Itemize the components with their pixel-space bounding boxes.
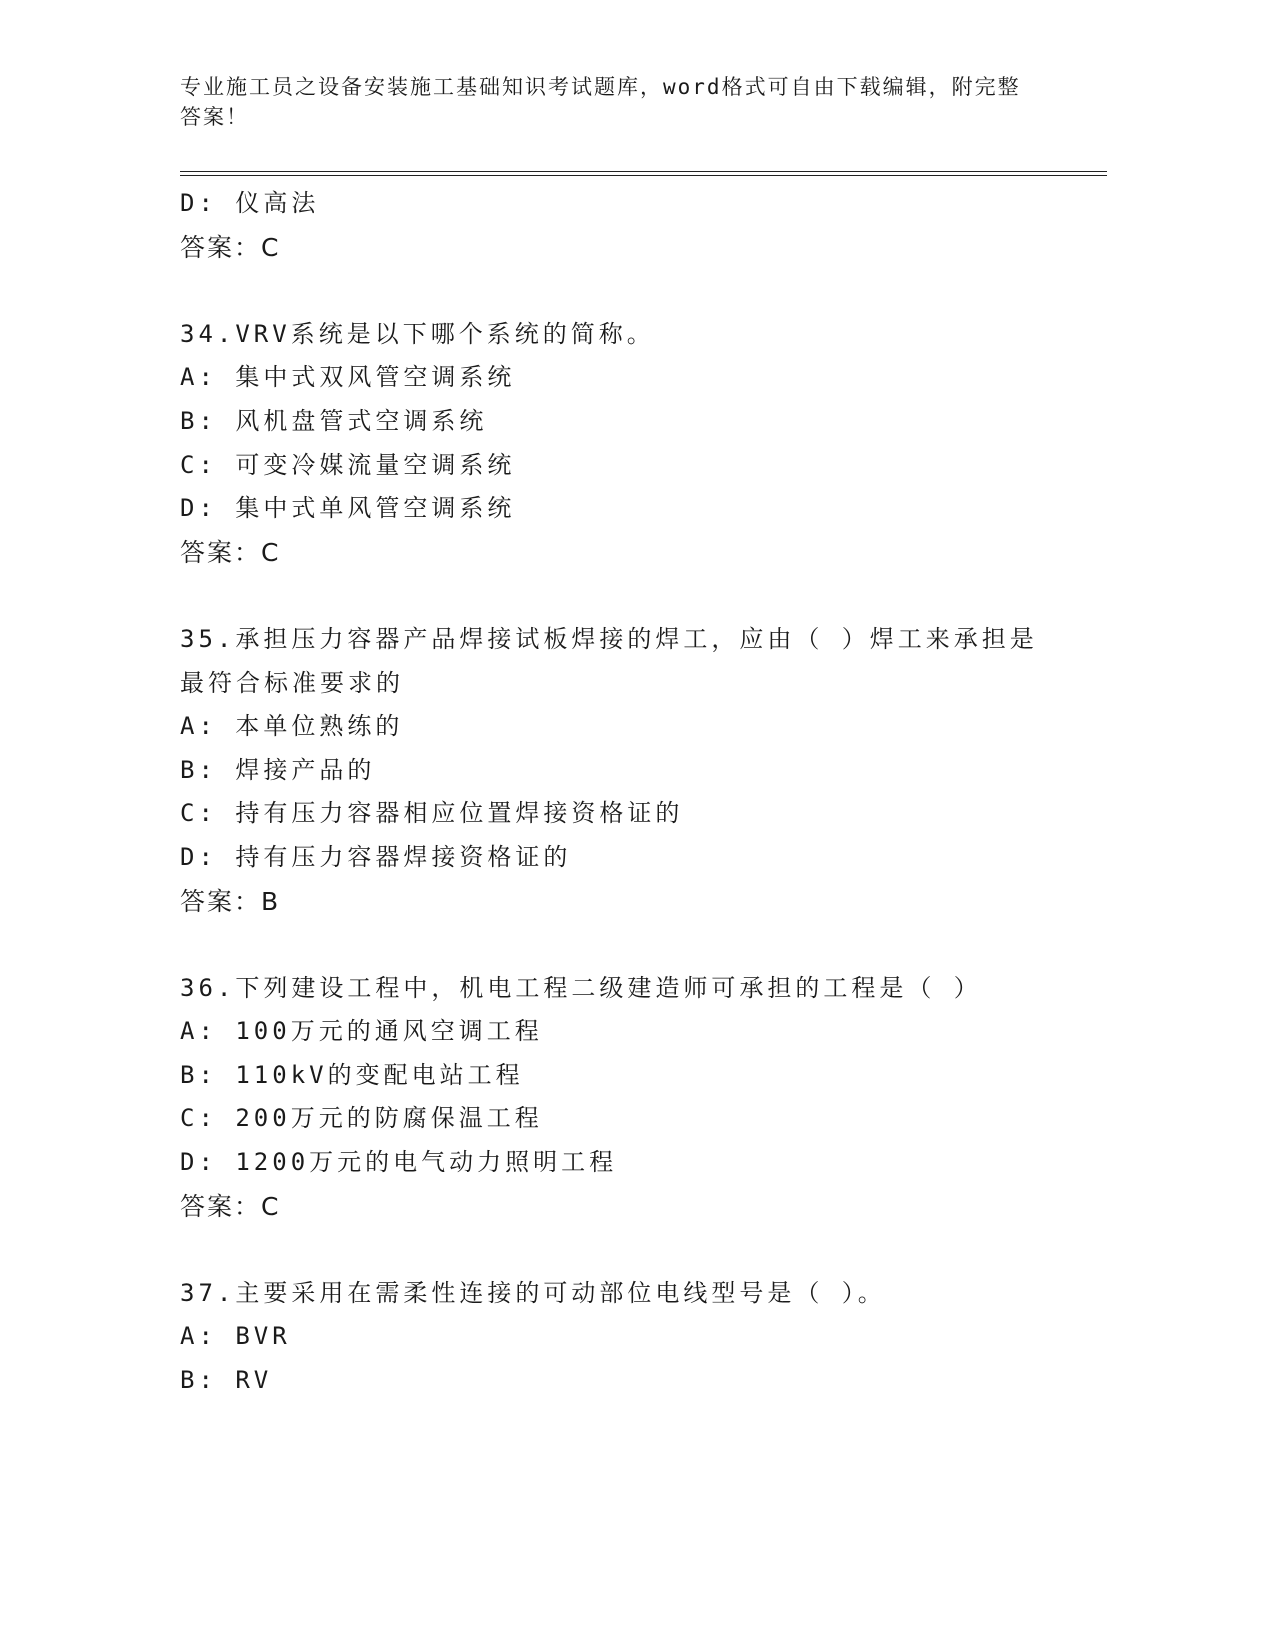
option-b: B: 110kV的变配电站工程 (180, 1060, 524, 1089)
option-d: D: 持有压力容器焊接资格证的 (180, 842, 572, 871)
spacer (180, 1228, 1080, 1272)
option-c: C: 持有压力容器相应位置焊接资格证的 (180, 799, 684, 828)
question-list (180, 182, 1080, 1403)
answer: 答案：B (180, 886, 281, 916)
question-stem: 37.主要采用在需柔性连接的可动部位电线型号是（ ）。 (180, 1278, 886, 1307)
option-d: D: 集中式单风管空调系统 (180, 494, 516, 523)
option-a: A: 100万元的通风空调工程 (180, 1017, 543, 1046)
option-a: A: 集中式双风管空调系统 (180, 363, 516, 392)
question-stem: 34.VRV系统是以下哪个系统的简称。 (180, 319, 655, 348)
option-a: A: 本单位熟练的 (180, 712, 404, 741)
option-b: B: 风机盘管式空调系统 (180, 406, 488, 435)
option-c: C: 可变冷媒流量空调系统 (180, 450, 516, 479)
answer: 答案：C (180, 232, 281, 262)
spacer (180, 269, 1080, 313)
document-header: 专业施工员之设备安装施工基础知识考试题库，word格式可自由下载编辑，附完整答案！ (180, 75, 1021, 129)
option-d: D: 1200万元的电气动力照明工程 (180, 1148, 618, 1177)
header-divider-top (180, 171, 1107, 172)
option-b: B: RV (180, 1366, 273, 1395)
spacer (180, 574, 1080, 618)
answer: 答案：C (180, 537, 281, 567)
question-stem: 35.承担压力容器产品焊接试板焊接的焊工，应由（ ）焊工来承担是最符合标准要求的 (180, 624, 1038, 697)
spacer (180, 923, 1080, 967)
option-d: D: 仪高法 (180, 189, 320, 217)
option-c: C: 200万元的防腐保温工程 (180, 1104, 543, 1133)
header-divider-bottom (180, 175, 1107, 176)
option-b: B: 焊接产品的 (180, 755, 376, 784)
answer: 答案：C (180, 1191, 281, 1221)
question-stem: 36.下列建设工程中，机电工程二级建造师可承担的工程是（ ） (180, 973, 982, 1002)
option-a: A: BVR (180, 1322, 291, 1351)
